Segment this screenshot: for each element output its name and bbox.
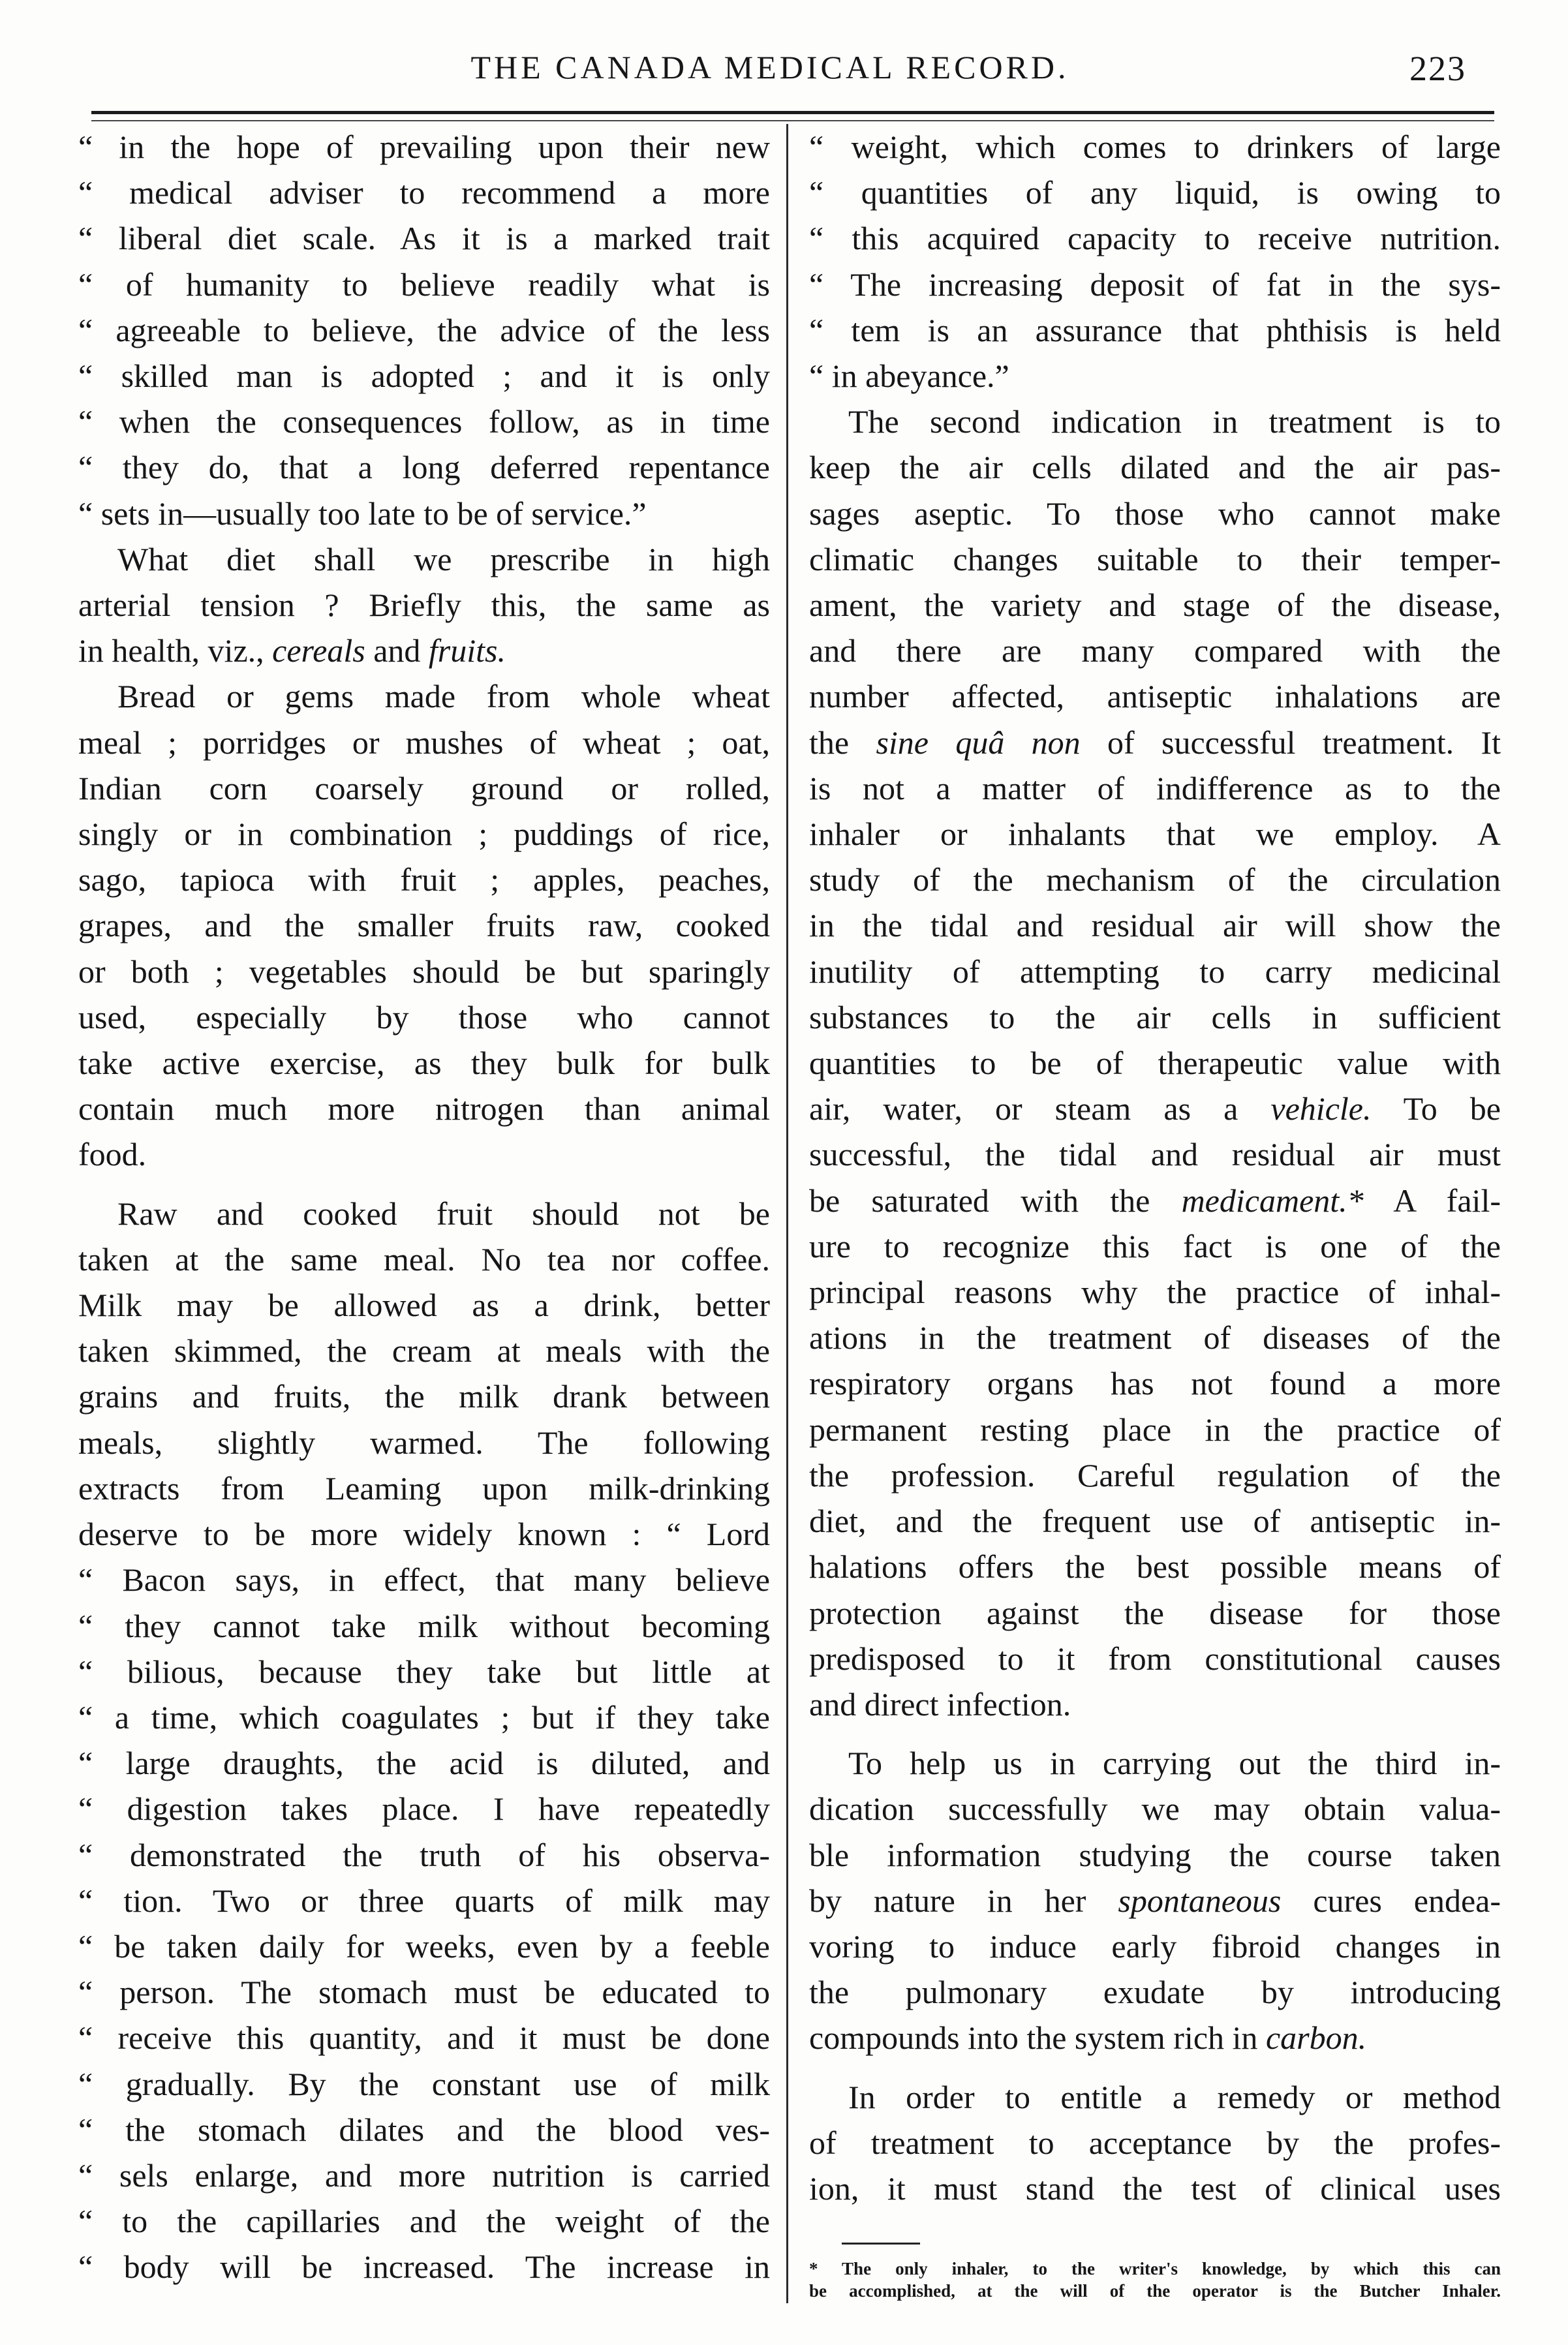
text-line: “ medical adviser to recommend a more xyxy=(78,174,770,211)
text-line: protection against the disease for those xyxy=(809,1594,1501,1631)
text-line: ament, the variety and stage of the disease, xyxy=(809,587,1501,624)
text-line: Bread or gems made from whole wheat xyxy=(117,678,770,715)
text-line: voring to induce early fibroid changes in xyxy=(809,1927,1501,1965)
text-run: and xyxy=(365,632,429,669)
footnote xyxy=(809,2258,1501,2302)
italic-term-sine-qua-non: sine quâ non xyxy=(876,724,1081,761)
text-line: “ of humanity to believe readily what is xyxy=(78,266,770,303)
text-line: and there are many compared with the xyxy=(809,632,1501,669)
text-run: of successful treatment. It xyxy=(1080,724,1501,761)
footnote-rule xyxy=(842,2243,920,2245)
paragraph-quote-continuation xyxy=(78,124,770,536)
text-line xyxy=(809,2015,1501,2061)
text-line: food. xyxy=(78,1136,147,1173)
paragraph-second-indication xyxy=(809,399,1501,1727)
text-line xyxy=(78,628,770,673)
text-line: “ tion. Two or three quarts of milk may xyxy=(78,1882,770,1919)
text-line: ations in the treatment of diseases of the xyxy=(809,1319,1501,1356)
text-line xyxy=(809,720,1501,765)
text-line: quantities to be of therapeutic value with xyxy=(809,1045,1501,1082)
text-line xyxy=(809,1878,1501,1924)
text-line: number affected, antiseptic inhalations are xyxy=(809,678,1501,715)
text-line: “ sets in—usually too late to be of service.” xyxy=(78,495,647,532)
text-run: in health, viz., xyxy=(78,632,273,669)
text-line: “ to the capillaries and the weight of the xyxy=(78,2203,770,2240)
paragraph-third-indication xyxy=(809,1740,1501,2061)
text-line: What diet shall we prescribe in high xyxy=(117,540,770,577)
text-line: respiratory organs has not found a more xyxy=(809,1365,1501,1402)
left-column xyxy=(78,124,770,2290)
text-run: air, water, or steam as a xyxy=(809,1090,1271,1127)
text-line: “ in abeyance.” xyxy=(809,358,1009,395)
text-line: “ large draughts, the acid is diluted, and xyxy=(78,1745,770,1782)
paragraph-bread xyxy=(78,673,770,1177)
text-line: “ the stomach dilates and the blood ves- xyxy=(78,2111,770,2148)
footnote-line: be accomplished, at the will of the operator is the Butcher Inhaler. xyxy=(809,2281,1501,2301)
running-title: THE CANADA MEDICAL RECORD. xyxy=(470,49,1069,85)
text-line: “ a time, which coagulates ; but if they take xyxy=(78,1698,770,1736)
text-line: taken skimmed, the cream at meals with the xyxy=(78,1332,770,1370)
text-line: “ agreeable to believe, the advice of the less xyxy=(78,311,770,348)
text-line: sago, tapioca with fruit ; apples, peaches, xyxy=(78,861,770,898)
text-line: is not a matter of indifference as to the xyxy=(809,769,1501,806)
text-line: “ this acquired capacity to receive nutrition. xyxy=(809,220,1501,257)
text-line: “ quantities of any liquid, is owing to xyxy=(809,174,1501,211)
text-line: successful, the tidal and residual air must xyxy=(809,1136,1501,1173)
text-line: used, especially by those who cannot xyxy=(78,998,770,1035)
text-run: compounds into the system rich in xyxy=(809,2019,1266,2057)
text-line: “ The increasing deposit of fat in the sys- xyxy=(809,266,1501,303)
text-line: “ when the consequences follow, as in time xyxy=(78,403,770,440)
italic-term-cereals: cereals xyxy=(272,632,365,669)
text-run: A fail- xyxy=(1363,1182,1501,1219)
text-line: contain much more nitrogen than animal xyxy=(78,1090,770,1127)
text-line: ble information studying the course taken xyxy=(809,1836,1501,1873)
text-line: diet, and the frequent use of antiseptic in- xyxy=(809,1503,1501,1540)
text-line: “ bilious, because they take but little at xyxy=(78,1653,770,1690)
text-line: extracts from Leaming upon milk-drinking xyxy=(78,1469,770,1507)
paragraph-raw-fruit xyxy=(78,1191,770,2290)
text-line xyxy=(809,1086,1501,1131)
text-line: the pulmonary exudate by introducing xyxy=(809,1974,1501,2011)
italic-term-carbon: carbon. xyxy=(1265,2019,1367,2057)
text-line: “ body will be increased. The increase in xyxy=(78,2248,770,2286)
text-line: meal ; porridges or mushes of wheat ; oat, xyxy=(78,724,770,761)
text-line: “ weight, which comes to drinkers of large xyxy=(809,129,1501,165)
text-line: grains and fruits, the milk drank between xyxy=(78,1378,770,1415)
text-line: “ in the hope of prevailing upon their new xyxy=(78,129,770,165)
text-line: “ liberal diet scale. As it is a marked trait xyxy=(78,220,770,257)
text-run: the xyxy=(809,724,876,761)
text-line: keep the air cells dilated and the air pas- xyxy=(809,449,1501,486)
text-line: and direct infection. xyxy=(809,1685,1071,1723)
text-line: ion, it must stand the test of clinical uses xyxy=(809,2169,1501,2207)
column-divider xyxy=(786,124,788,2303)
text-run: by nature in her xyxy=(809,1882,1118,1919)
text-line: ure to recognize this fact is one of the xyxy=(809,1227,1501,1264)
italic-term-fruits: fruits. xyxy=(428,632,506,669)
paragraph-quote-end xyxy=(809,124,1501,399)
text-line: the profession. Careful regulation of the xyxy=(809,1456,1501,1494)
text-line: “ receive this quantity, and it must be done xyxy=(78,2019,770,2057)
text-run: To be xyxy=(1371,1090,1501,1127)
text-line: taken at the same meal. No tea nor coffee. xyxy=(78,1240,770,1278)
text-line xyxy=(809,1178,1501,1223)
text-line: “ be taken daily for weeks, even by a feeble xyxy=(78,1927,770,1965)
page-number: 223 xyxy=(1409,49,1466,88)
header-rule-thin xyxy=(91,120,1494,121)
text-line: grapes, and the smaller fruits raw, cooked xyxy=(78,907,770,944)
text-line: “ gradually. By the constant use of milk xyxy=(78,2065,770,2102)
italic-term-spontaneous: spontaneous xyxy=(1118,1882,1282,1919)
text-line: principal reasons why the practice of inhal- xyxy=(809,1274,1501,1311)
text-run: be saturated with the xyxy=(809,1182,1182,1219)
text-line: “ they cannot take milk without becoming xyxy=(78,1607,770,1644)
text-line: inutility of attempting to carry medicinal xyxy=(809,953,1501,990)
text-line: meals, slightly warmed. The following xyxy=(78,1424,770,1461)
text-line: in the tidal and residual air will show the xyxy=(809,907,1501,944)
text-line: “ skilled man is adopted ; and it is only xyxy=(78,358,770,395)
text-line: permanent resting place in the practice of xyxy=(809,1411,1501,1448)
text-line: “ Bacon says, in effect, that many believe xyxy=(78,1561,770,1599)
paragraph-in-order xyxy=(809,2074,1501,2212)
text-line: “ demonstrated the truth of his observa- xyxy=(78,1836,770,1873)
text-line: halations offers the best possible means of xyxy=(809,1548,1501,1586)
footnote-line: * The only inhaler, to the writer's knowledge, by which this can xyxy=(809,2259,1501,2278)
text-line: Milk may be allowed as a drink, better xyxy=(78,1287,770,1324)
text-line: substances to the air cells in sufficient xyxy=(809,998,1501,1035)
text-line: predisposed to it from constitutional causes xyxy=(809,1640,1501,1677)
text-line: dication successfully we may obtain valua- xyxy=(809,1790,1501,1828)
right-column xyxy=(809,124,1501,2211)
text-line: study of the mechanism of the circulation xyxy=(809,861,1501,898)
text-line: climatic changes suitable to their temper- xyxy=(809,540,1501,577)
text-line: In order to entitle a remedy or method xyxy=(848,2078,1501,2115)
text-line: arterial tension ? Briefly this, the same as xyxy=(78,587,770,624)
text-line: take active exercise, as they bulk for bulk xyxy=(78,1045,770,1082)
paragraph-diet-question xyxy=(78,536,770,674)
header-rule xyxy=(91,111,1494,114)
text-line: “ they do, that a long deferred repentance xyxy=(78,449,770,486)
text-line: deserve to be more widely known : “ Lord xyxy=(78,1516,770,1553)
text-line: “ digestion takes place. I have repeatedly xyxy=(78,1790,770,1828)
text-line: sages aseptic. To those who cannot make xyxy=(809,495,1501,532)
text-line: of treatment to acceptance by the profes- xyxy=(809,2124,1501,2161)
text-line: “ sels enlarge, and more nutrition is carried xyxy=(78,2156,770,2194)
text-line: Raw and cooked fruit should not be xyxy=(117,1195,770,1232)
text-line: “ tem is an assurance that phthisis is held xyxy=(809,311,1501,348)
text-line: To help us in carrying out the third in- xyxy=(848,1745,1501,1782)
text-line: Indian corn coarsely ground or rolled, xyxy=(78,769,770,806)
text-run: cures endea- xyxy=(1281,1882,1501,1919)
text-line: “ person. The stomach must be educated to xyxy=(78,1974,770,2011)
italic-term-vehicle: vehicle. xyxy=(1270,1090,1372,1127)
italic-term-medicament: medicament.* xyxy=(1181,1182,1364,1219)
text-line: or both ; vegetables should be but sparingly xyxy=(78,953,770,990)
text-line: inhaler or inhalants that we employ. A xyxy=(809,816,1501,853)
text-line: singly or in combination ; puddings of rice, xyxy=(78,816,770,853)
text-line: The second indication in treatment is to xyxy=(848,403,1501,440)
page-header xyxy=(0,39,1568,104)
